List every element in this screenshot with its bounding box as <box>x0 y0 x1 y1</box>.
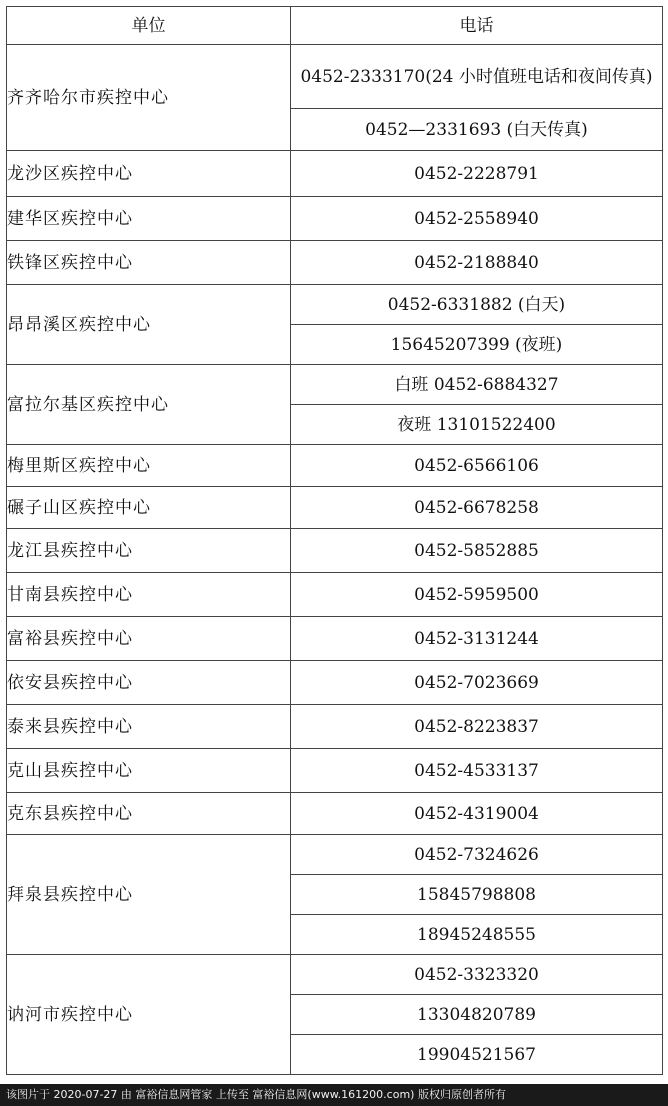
unit-cell: 克山县疾控中心 <box>7 749 291 793</box>
header-phone: 电话 <box>291 7 663 45</box>
unit-cell: 甘南县疾控中心 <box>7 573 291 617</box>
phone-cell: 0452-7324626 <box>291 835 663 875</box>
table-row <box>7 197 663 241</box>
unit-cell: 讷河市疾控中心 <box>7 955 291 1075</box>
phone-cell: 夜班 13101522400 <box>291 405 663 445</box>
unit-cell: 依安县疾控中心 <box>7 661 291 705</box>
unit-cell: 富裕县疾控中心 <box>7 617 291 661</box>
table-row <box>7 793 663 835</box>
table-row <box>7 241 663 285</box>
phone-cell: 0452-6331882 (白天) <box>291 285 663 325</box>
table-row <box>7 705 663 749</box>
phone-cell: 18945248555 <box>291 915 663 955</box>
phone-cell: 0452-5852885 <box>291 529 663 573</box>
unit-cell: 建华区疾控中心 <box>7 197 291 241</box>
phone-cell: 0452-5959500 <box>291 573 663 617</box>
table-row <box>7 285 663 325</box>
table-row <box>7 573 663 617</box>
table-row <box>7 617 663 661</box>
phone-cell: 15845798808 <box>291 875 663 915</box>
phone-cell: 0452-8223837 <box>291 705 663 749</box>
table-row <box>7 365 663 405</box>
phone-cell: 0452-2188840 <box>291 241 663 285</box>
watermark-footer: 该图片于 2020-07-27 由 富裕信息网管家 上传至 富裕信息网(www.161200.com) 版权归原创者所有 <box>0 1084 668 1106</box>
table-row <box>7 445 663 487</box>
table-row <box>7 487 663 529</box>
phone-cell: 0452—2331693 (白天传真) <box>291 109 663 151</box>
phone-cell: 19904521567 <box>291 1035 663 1075</box>
table-row <box>7 749 663 793</box>
unit-cell: 龙沙区疾控中心 <box>7 151 291 197</box>
table-row <box>7 661 663 705</box>
phone-cell: 15645207399 (夜班) <box>291 325 663 365</box>
phone-cell: 0452-3131244 <box>291 617 663 661</box>
phone-cell: 0452-2228791 <box>291 151 663 197</box>
unit-cell: 拜泉县疾控中心 <box>7 835 291 955</box>
phone-cell: 0452-2558940 <box>291 197 663 241</box>
header-row <box>7 7 663 45</box>
table-row <box>7 45 663 109</box>
unit-cell: 碾子山区疾控中心 <box>7 487 291 529</box>
unit-cell: 龙江县疾控中心 <box>7 529 291 573</box>
table-body <box>7 45 663 1075</box>
unit-cell: 铁锋区疾控中心 <box>7 241 291 285</box>
phone-cell: 0452-3323320 <box>291 955 663 995</box>
phone-cell: 0452-6566106 <box>291 445 663 487</box>
unit-cell: 齐齐哈尔市疾控中心 <box>7 45 291 151</box>
header-unit: 单位 <box>7 7 291 45</box>
phone-cell: 13304820789 <box>291 995 663 1035</box>
phone-cell: 0452-4319004 <box>291 793 663 835</box>
unit-cell: 克东县疾控中心 <box>7 793 291 835</box>
contact-table <box>6 6 663 1075</box>
table-row <box>7 151 663 197</box>
table-row <box>7 955 663 995</box>
phone-cell: 0452-2333170(24 小时值班电话和夜间传真) <box>291 45 663 109</box>
unit-cell: 富拉尔基区疾控中心 <box>7 365 291 445</box>
phone-cell: 0452-7023669 <box>291 661 663 705</box>
unit-cell: 泰来县疾控中心 <box>7 705 291 749</box>
phone-cell: 0452-6678258 <box>291 487 663 529</box>
phone-cell: 0452-4533137 <box>291 749 663 793</box>
unit-cell: 梅里斯区疾控中心 <box>7 445 291 487</box>
unit-cell: 昂昂溪区疾控中心 <box>7 285 291 365</box>
phone-cell: 白班 0452-6884327 <box>291 365 663 405</box>
table-row <box>7 529 663 573</box>
table-row <box>7 835 663 875</box>
